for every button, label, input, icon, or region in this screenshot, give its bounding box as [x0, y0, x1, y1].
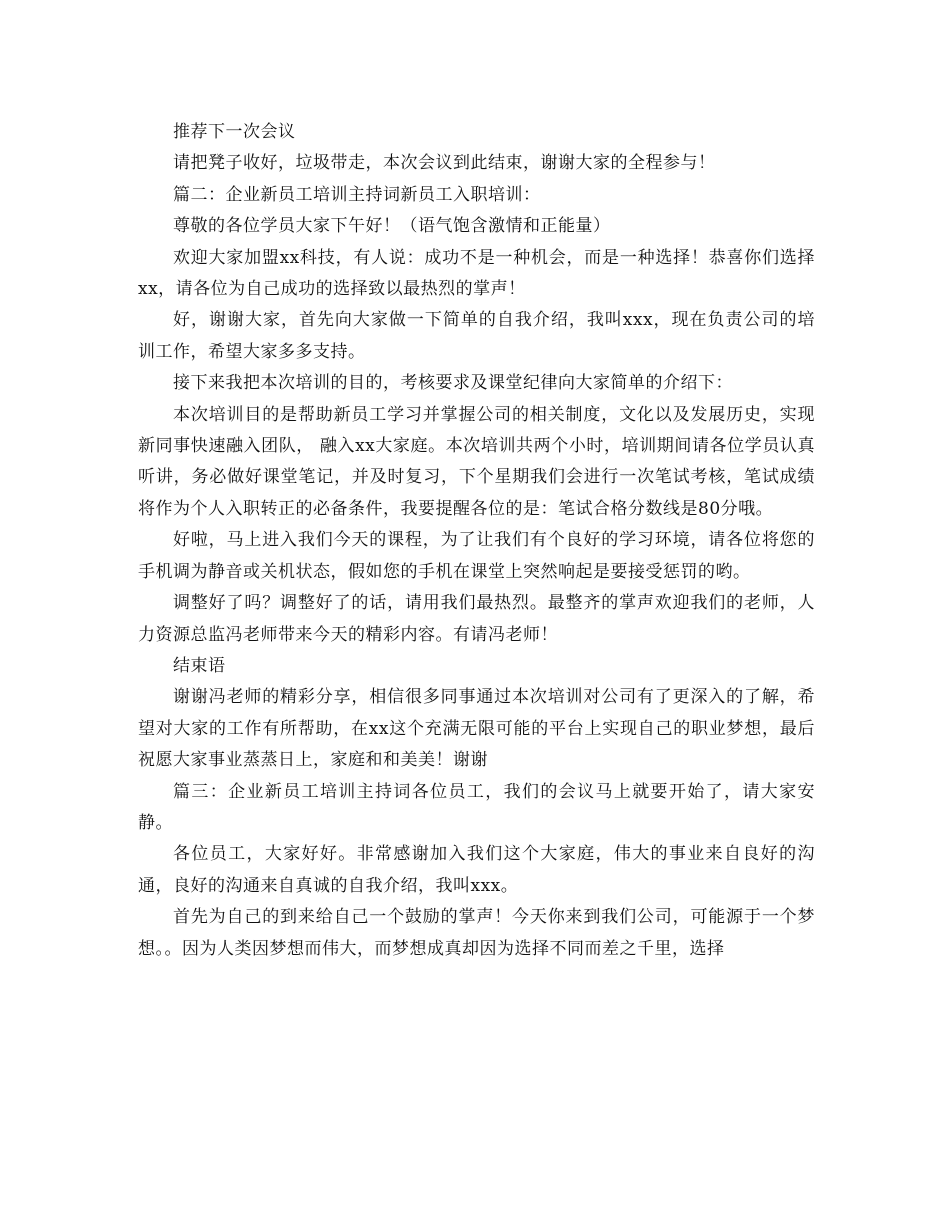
paragraph-teacher-introduction: 调整好了吗？调整好了的话，请用我们最热烈。最整齐的掌声欢迎我们的老师，人力资源总监冯老师带来今天的精彩内容。有请冯老师！	[138, 593, 815, 645]
paragraph-section-three-heading: 篇三：企业新员工培训主持词各位员工，我们的会议马上就要开始了，请大家安静。	[138, 781, 815, 833]
paragraph-staff-greeting: 各位员工，大家好好。非常感谢加入我们这个大家庭，伟大的事业来自良好的沟通，良好的沟通来自真诚的自我介绍，我叫xxx。	[138, 844, 815, 896]
document-body	[138, 117, 815, 965]
paragraph-training-overview-intro: 接下来我把本次培训的目的，考核要求及课堂纪律向大家简单的介绍下：	[173, 373, 733, 394]
paragraph-encouragement: 首先为自己的到来给自己一个鼓励的掌声！今天你来到我们公司，可能源于一个梦想。。因为人类因梦想而伟大，而梦想成真却因为选择不同而差之千里，选择	[138, 907, 815, 959]
paragraph-training-purpose: 本次培训目的是帮助新员工学习并掌握公司的相关制度，文化以及发展历史，实现新同事快速融入团队， 融入xx大家庭。本次培训共两个小时，培训期间请各位学员认真听讲，务必做好课堂笔记，并及时复习，下个星期我们会进行一次笔试考核，笔试成绩将作为个人入职转正的必备条件，我要提醒各位的是：笔试合格分数线是80分哦。	[138, 404, 815, 519]
paragraph-welcome: 欢迎大家加盟xx科技，有人说：成功不是一种机会，而是一种选择！恭喜你们选择xx，请各位为自己成功的选择致以最热烈的掌声！	[138, 247, 815, 300]
paragraph-greeting: 尊敬的各位学员大家下午好！（语气饱含激情和正能量）	[173, 216, 611, 237]
paragraph-meeting-close: 请把凳子收好，垃圾带走，本次会议到此结束，谢谢大家的全程参与！	[173, 153, 716, 174]
paragraph-closing-thanks: 谢谢冯老师的精彩分享，相信很多同事通过本次培训对公司有了更深入的了解，希望对大家的工作有所帮助，在xx这个充满无限可能的平台上实现自己的职业梦想，最后祝愿大家事业蒸蒸日上，家庭和和美美！谢谢	[138, 687, 815, 771]
paragraph-self-introduction: 好，谢谢大家，首先向大家做一下简单的自我介绍，我叫xxx，现在负责公司的培训工作，希望大家多多支持。	[138, 310, 815, 362]
paragraph-closing-heading: 结束语	[173, 655, 226, 676]
paragraph-section-two-heading: 篇二：企业新员工培训主持词新员工入职培训：	[173, 184, 541, 205]
paragraph-recommend-next-meeting: 推荐下一次会议	[173, 122, 296, 142]
paragraph-phone-rules: 好啦，马上进入我们今天的课程，为了让我们有个良好的学习环境，请各位将您的手机调为静音或关机状态，假如您的手机在课堂上突然响起是要接受惩罚的哟。	[138, 530, 815, 582]
